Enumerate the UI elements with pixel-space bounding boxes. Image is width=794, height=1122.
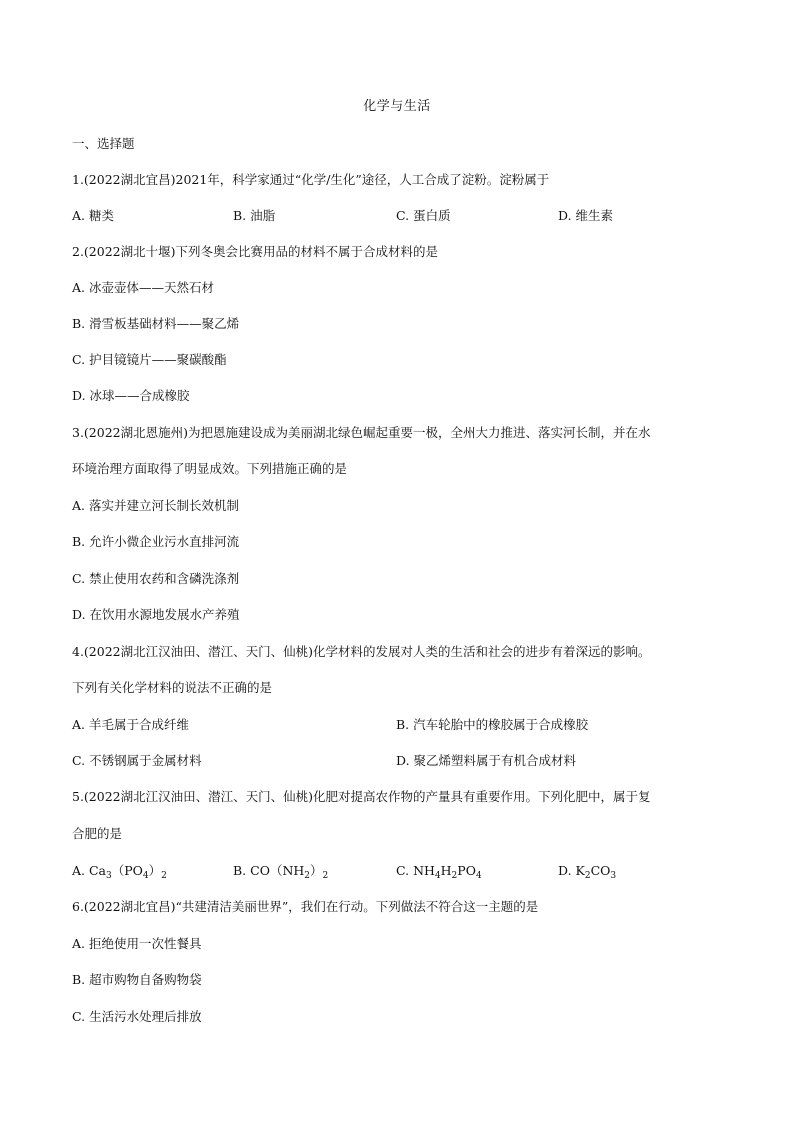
question-5-option-b: B. $CO(NH_2)_2$ <box>233 863 329 881</box>
question-6-stem: 6.(2022湖北宜昌)“共建清洁美丽世界”，我们在行动。下列做法不符合这一主题的是 <box>72 899 539 914</box>
question-3-option-a: A. 落实并建立河长制长效机制 <box>72 498 239 513</box>
question-4-stem-line-1: 4.(2022湖北江汉油田、潜江、天门、仙桃)化学材料的发展对人类的生活和社会的进步有着深远的影响。 <box>72 644 651 659</box>
question-2-stem: 2.(2022湖北十堰)下列冬奥会比赛用品的材料不属于合成材料的是 <box>72 244 438 259</box>
question-1-option-d: D. 维生素 <box>558 208 614 223</box>
question-1-option-b: B. 油脂 <box>233 208 276 223</box>
question-2-option-b: B. 滑雪板基础材料——聚乙烯 <box>72 316 240 331</box>
question-6-option-a: A. 拒绝使用一次性餐具 <box>72 936 202 951</box>
question-5-option-d: D. $K_2CO_3$ <box>558 863 617 881</box>
question-1-option-a: A. 糖类 <box>72 208 114 223</box>
question-3-option-d: D. 在饮用水源地发展水产养殖 <box>72 607 240 622</box>
question-5-option-c: C. $NH_4H_2PO_4$ <box>396 863 482 881</box>
question-6-option-c: C. 生活污水处理后排放 <box>72 1009 202 1024</box>
question-4-option-b: B. 汽车轮胎中的橡胶属于合成橡胶 <box>396 717 589 732</box>
page-title: 化学与生活 <box>363 99 431 114</box>
section-heading: 一、选择题 <box>72 136 135 151</box>
question-4-option-c: C. 不锈钢属于金属材料 <box>72 753 202 768</box>
question-3-option-c: C. 禁止使用农药和含磷洗涤剂 <box>72 571 240 586</box>
question-4-option-d: D. 聚乙烯塑料属于有机合成材料 <box>396 753 577 768</box>
question-6-option-b: B. 超市购物自备购物袋 <box>72 972 202 987</box>
question-4-option-a: A. 羊毛属于合成纤维 <box>72 717 189 732</box>
question-1-option-c: C. 蛋白质 <box>396 208 451 223</box>
question-1-stem: 1.(2022湖北宜昌)2021年，科学家通过“化学/生化”途径，人工合成了淀粉。淀粉属于 <box>72 172 550 187</box>
question-2-option-c: C. 护目镜镜片——聚碳酸酯 <box>72 352 227 367</box>
question-5-option-a: A. $Ca_3(PO_4)_2$ <box>72 863 167 881</box>
question-4-stem-line-2: 下列有关化学材料的说法不正确的是 <box>72 680 273 695</box>
question-3-stem-line-1: 3.(2022湖北恩施州)为把恩施建设成为美丽湖北绿色崛起重要一极，全州大力推进、落实河长制，并在水 <box>72 425 651 440</box>
question-5-stem-line-2: 合肥的是 <box>72 826 123 841</box>
question-5-stem-line-1: 5.(2022湖北江汉油田、潜江、天门、仙桃)化肥对提高农作物的产量具有重要作用。下列化肥中，属于复 <box>72 789 651 804</box>
question-2-option-d: D. 冰球——合成橡胶 <box>72 388 190 403</box>
question-3-option-b: B. 允许小微企业污水直排河流 <box>72 534 240 549</box>
question-3-stem-line-2: 环境治理方面取得了明显成效。下列措施正确的是 <box>72 461 348 476</box>
question-2-option-a: A. 冰壶壶体——天然石材 <box>72 280 214 295</box>
